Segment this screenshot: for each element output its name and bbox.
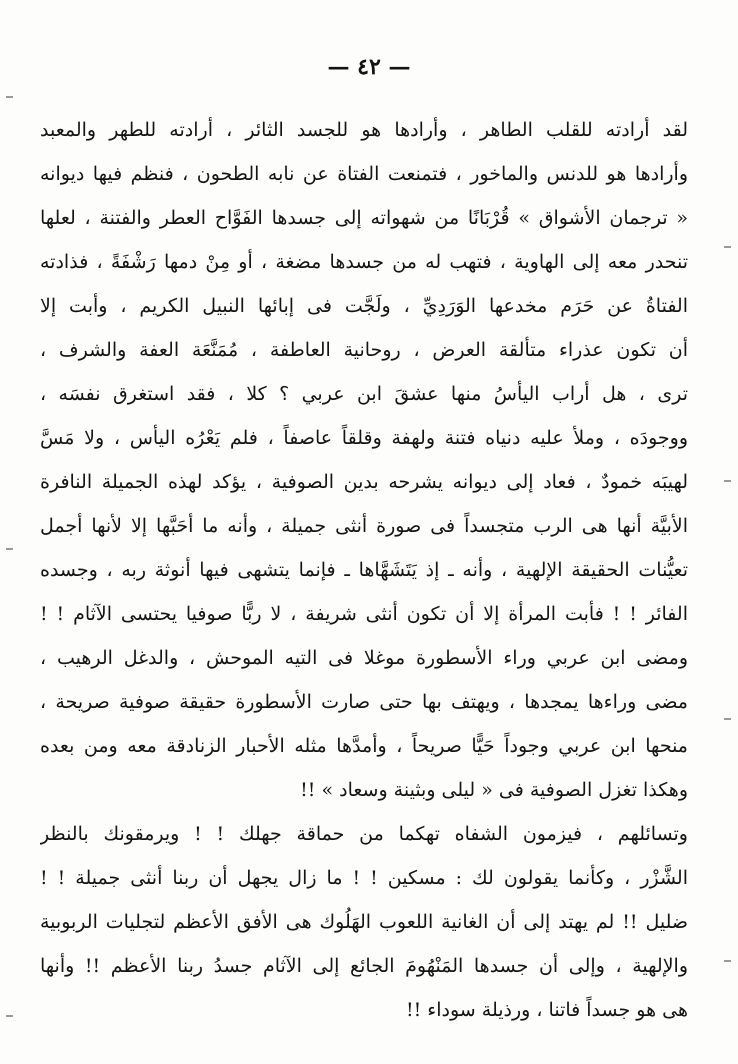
page-number: — ٤٢ — bbox=[327, 54, 411, 80]
margin-mark bbox=[6, 548, 13, 550]
text-line: ضليل !! لم يهتد إلى أن الغانية اللعوب الهَلُوك هى الأفق الأعظم لتجليات الربوبية bbox=[40, 911, 688, 933]
margin-mark bbox=[6, 96, 13, 98]
text-line: الفتاةُ عن حَرَم مخدعها الوَرَدِيِّ ، ولَجَّت فى إبائها النبيل الكريم ، وأبت إلا bbox=[40, 295, 688, 317]
text-line: وهكذا تغزل الصوفية فى « ليلى وبثينة وسعاد » !! bbox=[300, 779, 688, 801]
text-line: لقد أرادته للقلب الطاهر ، وأرادها هو للجسد الثائر ، أرادته للطهر والمعبد bbox=[40, 119, 688, 141]
margin-mark bbox=[724, 718, 731, 720]
margin-mark bbox=[724, 246, 731, 248]
text-line: منحها ابن عربي وجوداً حَيًّا صريحاً ، وأمدَّها مثله الأحبار الزنادقة معه ومن بعده bbox=[40, 735, 688, 757]
text-line: وتسائلهم ، فيزمون الشفاه تهكما من حماقة جهلك ! ! ويرمقونك بالنظر bbox=[40, 823, 688, 845]
text-line: ومضى ابن عربي وراء الأسطورة موغلا فى التيه الموحش ، والدغل الرهيب ، bbox=[40, 647, 688, 669]
text-line: تنحدر معه إلى الهاوية ، فتهب له من جسدها مضغة ، أو مِنْ دمها رَشْفَةً ، فذادته bbox=[40, 251, 688, 273]
page-body bbox=[40, 108, 688, 1032]
text-line: أن تكون عذراء متألقة العرض ، روحانية العاطفة ، مُمَنَّعَة العفة والشرف ، bbox=[40, 339, 688, 361]
text-line: وأرادها هو للدنس والماخور ، فتمنعت الفتاة عن نابه الطحون ، فنظم فيها ديوانه bbox=[40, 163, 688, 185]
text-line: الأبيَّة أنها هى الرب متجسداً فى صورة أنثى جميلة ، وأنه ما أحَبَّها إلا لأنها أجمل bbox=[40, 515, 688, 537]
margin-mark bbox=[724, 960, 731, 962]
text-line: لهيبَه خمودٌ ، فعاد إلى ديوانه يشرحه بدين الصوفية ، يؤكد لهذه الجميلة النافرة bbox=[40, 471, 688, 493]
text-line: الشَّزْر ، وكأنما يقولون لك : مسكين ! ! ما زال يجهل أن ربنا أنثى جميلة ! ! bbox=[40, 867, 688, 889]
margin-mark bbox=[724, 480, 731, 482]
margin-mark bbox=[6, 1015, 13, 1017]
text-line: مضى وراءها يمجدها ، ويهتف بها حتى صارت الأسطورة حقيقة صوفية صريحة ، bbox=[40, 691, 688, 713]
text-line: ترى ، هل أراب اليأسُ منها عشقَ ابن عربي ؟ كلا ، فقد استغرق نفسَه ، bbox=[40, 383, 688, 405]
text-line: ووجودَه ، وملأ عليه دنياه فتنة ولهفة وقلقاً عاصفاً ، فلم يَعْرُه اليأس ، ولا مَسَّ bbox=[40, 427, 688, 449]
text-line: هى هو جسداً فاتنا ، ورذيلة سوداء !! bbox=[406, 999, 688, 1021]
text-line: تعيُّنات الحقيقة الإلهية ، وأنه ـ إذ يَتَشَهَّاها ـ فإنما يتشهى فيها أنوثة ربه ، وجسده bbox=[40, 559, 688, 581]
text-line: والإلهية ، وإلى أن جسدها المَنْهُومَ الجائع إلى الآثام جسدُ ربنا الأعظم !! وأنها bbox=[40, 955, 688, 977]
text-line: « ترجمان الأشواق » قُرْبَانًا من شهواته إلى جسدها الفَوَّاح العطر والفتنة ، لعلها bbox=[40, 207, 688, 229]
text-line: الفائر ! ! فأبت المرأة إلا أن تكون أنثى شريفة ، لا ربًّا صوفيا يحتسى الآثام ! ! bbox=[40, 603, 688, 625]
